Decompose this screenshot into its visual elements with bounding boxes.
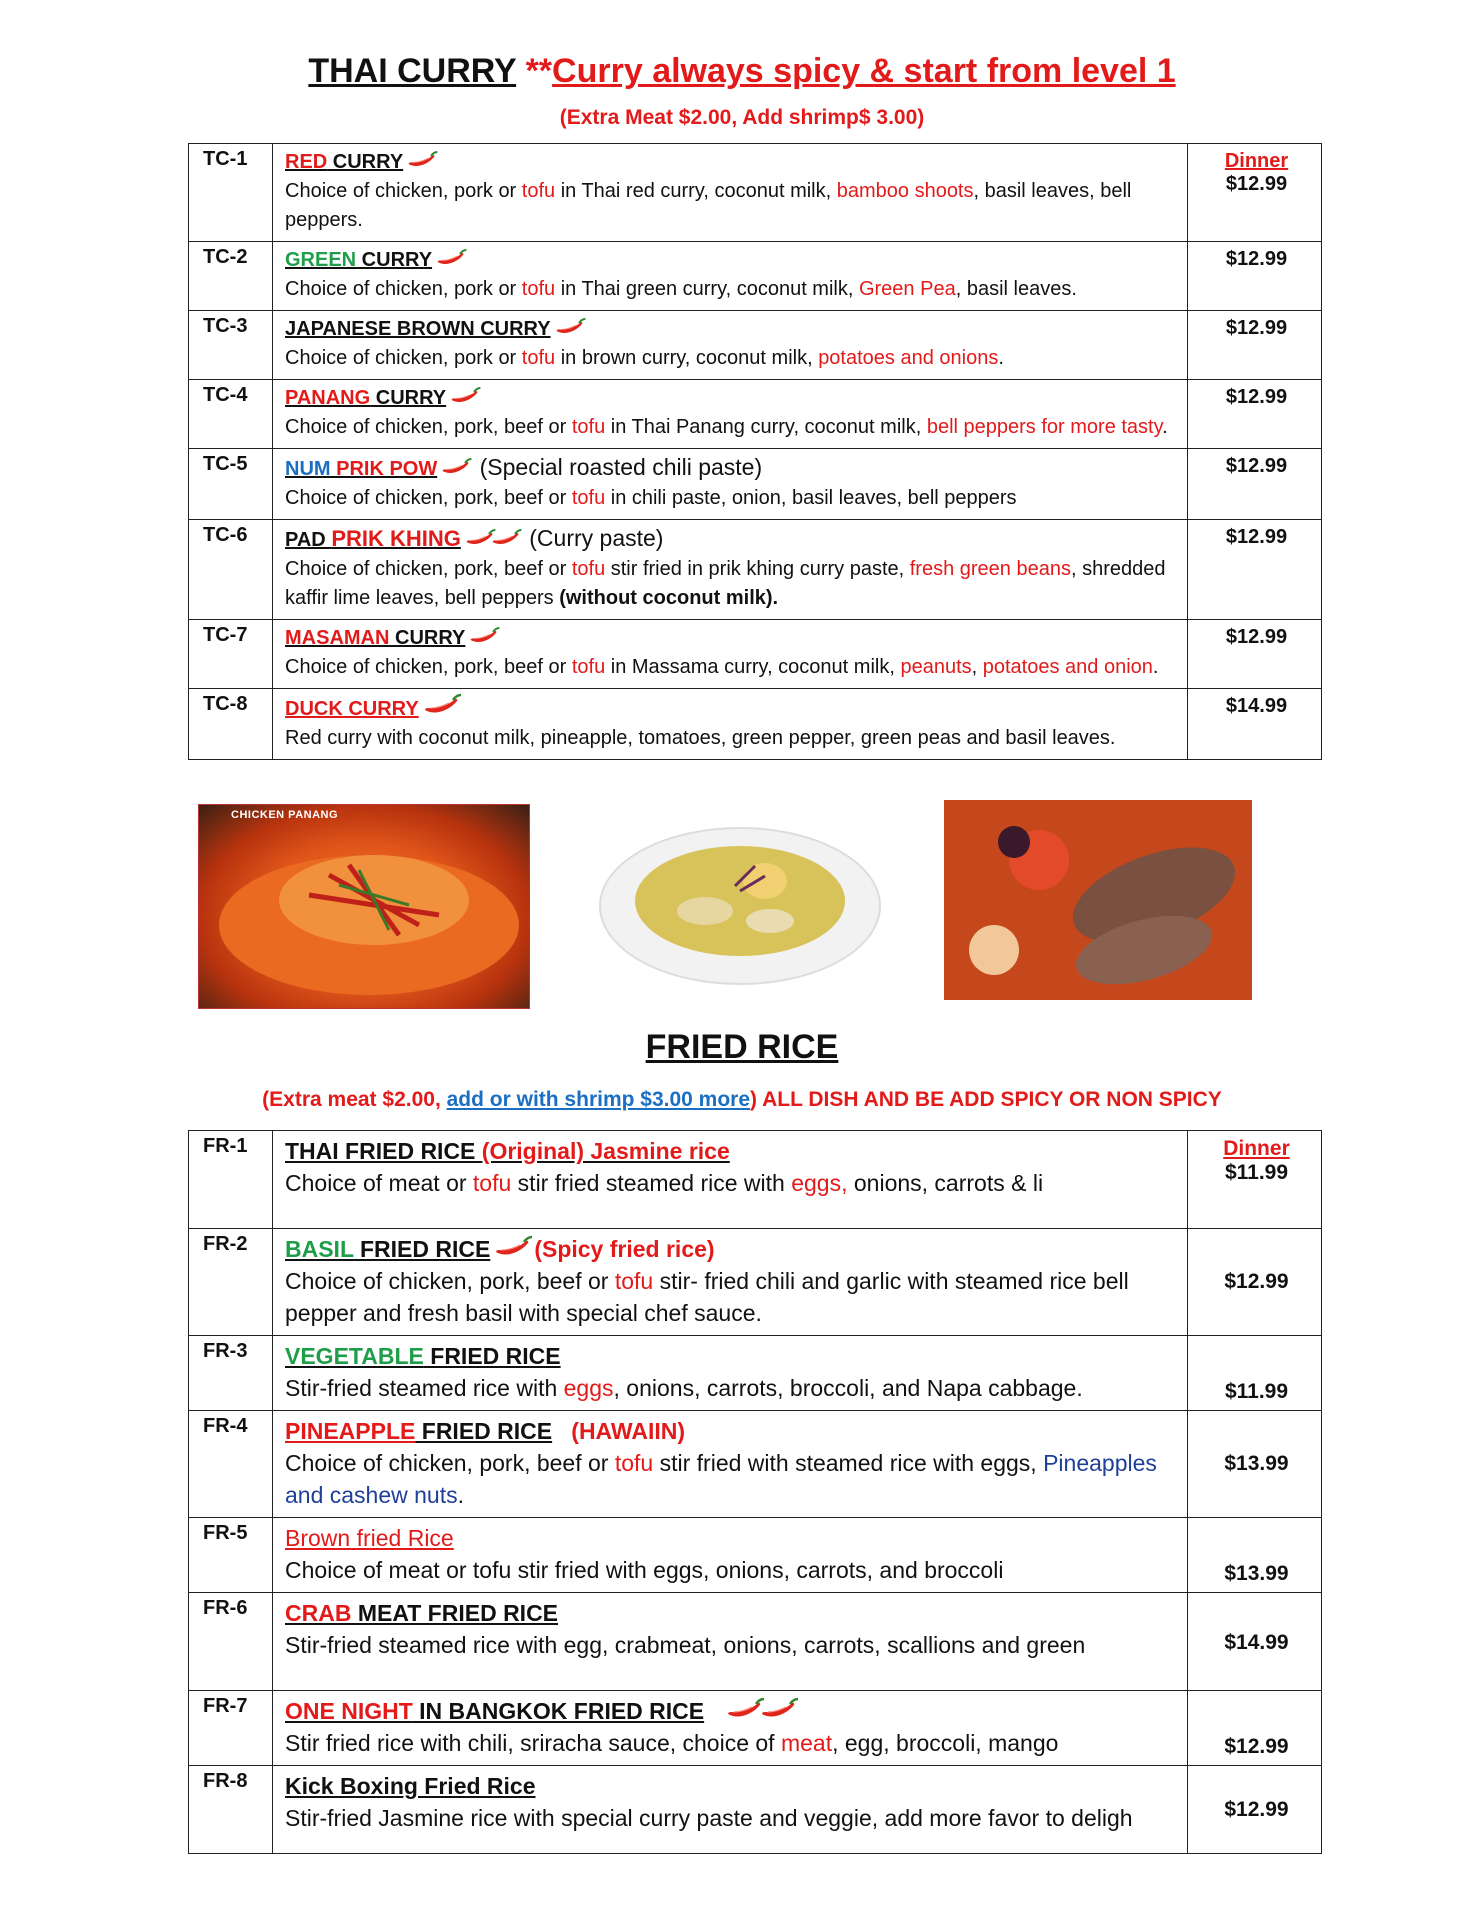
- item-name-colored: PANANG: [285, 387, 371, 409]
- item-price: $12.99: [1188, 1766, 1322, 1854]
- table-row: [189, 520, 1322, 620]
- chili-pepper-icon: [469, 626, 501, 646]
- item-name-colored: PRIK KHING: [331, 526, 461, 551]
- item-description: [273, 1131, 1188, 1229]
- desc-highlight: tofu: [472, 1170, 512, 1196]
- desc-highlight: tofu: [571, 656, 606, 678]
- table-row: [189, 380, 1322, 449]
- desc-highlight: tofu: [521, 278, 556, 300]
- item-price: $14.99: [1188, 689, 1322, 760]
- rice-section-title: FRIED RICE: [645, 1028, 839, 1066]
- item-name-colored: (Original) Jasmine rice: [481, 1138, 730, 1164]
- item-price: $14.99: [1188, 1593, 1322, 1691]
- item-price: $11.99: [1188, 1336, 1322, 1411]
- item-price: $12.99: [1188, 449, 1322, 520]
- table-row: [189, 1593, 1322, 1691]
- item-code: FR-2: [189, 1229, 273, 1336]
- item-code: FR-5: [189, 1518, 273, 1593]
- desc-highlight: tofu: [571, 487, 606, 509]
- curry-title-stars: **: [516, 52, 553, 90]
- item-description: [273, 242, 1188, 311]
- item-price: $12.99: [1188, 1229, 1322, 1336]
- table-row: [189, 311, 1322, 380]
- table-row: [189, 1131, 1322, 1229]
- chicken-panang-photo: [198, 804, 530, 1009]
- item-price: $12.99: [1188, 380, 1322, 449]
- photo-label: CHICKEN PANANG: [231, 809, 339, 821]
- desc-text: in Thai Panang curry, coconut milk,: [605, 416, 927, 438]
- green-curry-photo: [590, 806, 890, 1006]
- desc-highlight: tofu: [521, 347, 556, 369]
- item-name-colored: MASAMAN: [285, 627, 390, 649]
- desc-highlight: potatoes and onions: [818, 347, 999, 369]
- desc-text: stir- fried chili and garlic with steamed rice bell pepper and fresh basil with special chef sauce.: [285, 1268, 1129, 1326]
- item-description: [273, 1411, 1188, 1518]
- item-code: TC-3: [189, 311, 273, 380]
- rice-subtitle-part: ) ALL DISH AND BE ADD SPICY OR NON SPICY: [750, 1088, 1222, 1111]
- desc-highlight: tofu: [571, 416, 606, 438]
- desc-text: , basil leaves.: [955, 278, 1077, 300]
- table-row: [189, 449, 1322, 520]
- item-name: JAPANESE BROWN CURRY: [285, 318, 551, 340]
- item-name-note: (HAWAIIN): [552, 1418, 685, 1444]
- desc-text: Choice of chicken, pork, beef or: [285, 656, 572, 678]
- item-code: FR-8: [189, 1766, 273, 1854]
- desc-text: Stir-fried steamed rice with egg, crabmeat, onions, carrots, scallions and green: [285, 1632, 1086, 1658]
- desc-text: , egg, broccoli, mango: [832, 1730, 1059, 1756]
- desc-text: Choice of meat or: [285, 1170, 473, 1196]
- desc-text: in Massama curry, coconut milk,: [605, 656, 901, 678]
- item-code: FR-1: [189, 1131, 273, 1229]
- item-description: [273, 620, 1188, 689]
- desc-highlight: Green Pea: [858, 278, 956, 300]
- desc-text: stir fried in prik khing curry paste,: [605, 558, 910, 580]
- item-description: [273, 380, 1188, 449]
- item-price: $12.99: [1188, 620, 1322, 689]
- item-description: [273, 1766, 1188, 1854]
- rice-subtitle-part: (Extra meat $2.00,: [262, 1088, 447, 1111]
- desc-text: in Thai red curry, coconut milk,: [555, 180, 837, 202]
- item-name-note: (Curry paste): [522, 525, 664, 551]
- chili-pepper-icon: [494, 1235, 534, 1259]
- item-description: [273, 1593, 1188, 1691]
- item-description: [273, 311, 1188, 380]
- desc-text: .: [457, 1482, 465, 1508]
- desc-highlight: peanuts: [900, 656, 972, 678]
- table-row: [189, 1766, 1322, 1854]
- desc-text: Choice of chicken, pork or: [285, 347, 522, 369]
- desc-text: stir fried with steamed rice with eggs,: [653, 1450, 1044, 1476]
- chili-pepper-icon: [436, 248, 468, 268]
- table-row: [189, 242, 1322, 311]
- item-description: [273, 144, 1188, 242]
- table-row: [189, 620, 1322, 689]
- item-price: $12.99: [1188, 520, 1322, 620]
- item-name: THAI FRIED RICE: [285, 1138, 482, 1164]
- item-description: [273, 520, 1188, 620]
- item-name: PAD: [285, 529, 332, 551]
- item-name-colored: GREEN: [285, 249, 357, 271]
- item-price: $11.99: [1224, 1161, 1289, 1184]
- chili-pepper-icon: [555, 317, 587, 337]
- item-name-note: (Special roasted chili paste): [473, 454, 763, 480]
- rice-table: [188, 1130, 1322, 1854]
- desc-highlight: eggs,: [791, 1170, 848, 1196]
- item-name: FRIED RICE: [423, 1343, 561, 1369]
- item-name-colored: DUCK CURRY: [285, 698, 419, 720]
- desc-highlight: potatoes and onion: [982, 656, 1153, 678]
- curry-title-note: Curry always spicy & start from level 1: [552, 52, 1176, 90]
- item-price: $12.99: [1188, 311, 1322, 380]
- item-name-blue: NUM: [285, 458, 331, 480]
- item-price: $12.99: [1188, 1691, 1322, 1766]
- desc-text: , onions, carrots, broccoli, and Napa cabbage.: [613, 1375, 1083, 1401]
- table-row: [189, 1518, 1322, 1593]
- desc-highlight: meat: [780, 1730, 833, 1756]
- item-description: [273, 1518, 1188, 1593]
- item-price: $13.99: [1188, 1411, 1322, 1518]
- chili-pepper-icon: [423, 693, 463, 717]
- curry-section-title: [0, 52, 1484, 91]
- item-price-cell: [1188, 144, 1322, 242]
- item-price: $12.99: [1225, 173, 1288, 195]
- item-description: [273, 449, 1188, 520]
- item-name: FRIED RICE: [353, 1236, 491, 1262]
- item-name: FRIED RICE: [415, 1418, 553, 1444]
- table-row: [189, 144, 1322, 242]
- item-name-colored: RED: [285, 151, 328, 173]
- desc-highlight: tofu: [571, 558, 606, 580]
- desc-text: Choice of chicken, pork, beef or: [285, 1268, 615, 1294]
- item-code: TC-2: [189, 242, 273, 311]
- item-code: FR-6: [189, 1593, 273, 1691]
- desc-text: Choice of chicken, pork or: [285, 278, 522, 300]
- item-name: CURRY: [327, 151, 404, 173]
- item-price: $13.99: [1188, 1518, 1322, 1593]
- desc-text: stir fried steamed rice with: [511, 1170, 792, 1196]
- desc-highlight: Pineapples and cashew nuts: [285, 1450, 1157, 1508]
- desc-text: in Thai green curry, coconut milk,: [555, 278, 859, 300]
- desc-highlight: tofu: [614, 1268, 654, 1294]
- item-code: TC-1: [189, 144, 273, 242]
- item-description: [273, 1691, 1188, 1766]
- item-name-colored: CRAB: [285, 1600, 352, 1626]
- desc-text: .: [1152, 656, 1159, 678]
- desc-text: Choice of chicken, pork, beef or: [285, 416, 572, 438]
- item-name-colored: (Spicy fried rice): [534, 1236, 715, 1262]
- table-row: [189, 1229, 1322, 1336]
- chili-pepper-icon: [760, 1697, 800, 1721]
- item-name-green: BASIL: [285, 1236, 354, 1262]
- item-code: TC-7: [189, 620, 273, 689]
- item-code: FR-7: [189, 1691, 273, 1766]
- desc-text: in chili paste, onion, basil leaves, bell peppers: [605, 487, 1017, 509]
- dinner-label: Dinner: [1224, 150, 1289, 172]
- desc-text: .: [998, 347, 1004, 369]
- desc-text: ,: [971, 656, 983, 678]
- item-code: TC-5: [189, 449, 273, 520]
- item-name-colored: Brown fried Rice: [285, 1525, 454, 1551]
- desc-text: Choice of meat or tofu stir fried with eggs, onions, carrots, and broccoli: [285, 1557, 1004, 1583]
- item-description: [273, 1229, 1188, 1336]
- desc-highlight: tofu: [521, 180, 556, 202]
- desc-text: , basil leaves, bell peppers.: [285, 180, 1132, 231]
- item-name: Kick Boxing Fried Rice: [285, 1773, 536, 1799]
- desc-text: Choice of chicken, pork, beef or: [285, 558, 572, 580]
- table-row: [189, 689, 1322, 760]
- item-name: MEAT FRIED RICE: [351, 1600, 559, 1626]
- item-code: TC-6: [189, 520, 273, 620]
- desc-text: Stir fried rice with chili, sriracha sauce, choice of: [285, 1730, 781, 1756]
- desc-text: Choice of chicken, pork, beef or: [285, 1450, 615, 1476]
- item-description: [273, 1336, 1188, 1411]
- item-name: CURRY: [389, 627, 466, 649]
- desc-text: , shredded kaffir lime leaves, bell peppers: [285, 558, 1166, 609]
- item-name: CURRY: [370, 387, 447, 409]
- desc-text: .: [1162, 416, 1168, 438]
- desc-text: Choice of chicken, pork or: [285, 180, 522, 202]
- desc-highlight: bell peppers for more tasty: [926, 416, 1163, 438]
- item-name-colored: ONE NIGHT: [285, 1698, 413, 1724]
- item-name-colored: PINEAPPLE: [285, 1418, 416, 1444]
- curry-subtitle: (Extra Meat $2.00, Add shrimp$ 3.00): [559, 106, 925, 129]
- chili-pepper-icon: [450, 386, 482, 406]
- item-price-cell: [1188, 1131, 1322, 1229]
- desc-text: Red curry with coconut milk, pineapple, tomatoes, green pepper, green peas and basil leaves.: [285, 727, 1116, 749]
- item-name-colored: PRIK POW: [330, 458, 438, 480]
- desc-highlight: eggs: [563, 1375, 614, 1401]
- curry-table: [188, 143, 1322, 760]
- item-name: CURRY: [356, 249, 433, 271]
- desc-highlight: fresh green beans: [909, 558, 1071, 580]
- item-code: TC-8: [189, 689, 273, 760]
- table-row: [189, 1336, 1322, 1411]
- item-description: [273, 689, 1188, 760]
- desc-text: onions, carrots & li: [847, 1170, 1044, 1196]
- desc-text: in brown curry, coconut milk,: [555, 347, 819, 369]
- desc-highlight: bamboo shoots: [836, 180, 974, 202]
- item-name: IN BANGKOK FRIED RICE: [412, 1698, 705, 1724]
- chili-pepper-icon: [441, 457, 473, 477]
- table-row: [189, 1691, 1322, 1766]
- desc-highlight: tofu: [614, 1450, 654, 1476]
- desc-text: Choice of chicken, pork, beef or: [285, 487, 572, 509]
- item-code: TC-4: [189, 380, 273, 449]
- curry-title: THAI CURRY: [308, 52, 517, 90]
- item-code: FR-3: [189, 1336, 273, 1411]
- item-name-green: VEGETABLE: [285, 1343, 424, 1369]
- duck-curry-photo: [944, 800, 1252, 1000]
- rice-subtitle-shrimp: add or with shrimp $3.00 more: [446, 1088, 751, 1111]
- chili-pepper-icon: [491, 528, 523, 548]
- desc-text: Stir-fried Jasmine rice with special curry paste and veggie, add more favor to deligh: [285, 1805, 1133, 1831]
- item-code: FR-4: [189, 1411, 273, 1518]
- desc-text: Stir-fried steamed rice with: [285, 1375, 564, 1401]
- dinner-label: Dinner: [1223, 1137, 1290, 1160]
- chili-pepper-icon: [407, 150, 439, 170]
- desc-bold: (without coconut milk).: [559, 587, 779, 609]
- item-price: $12.99: [1188, 242, 1322, 311]
- table-row: [189, 1411, 1322, 1518]
- rice-subtitle: [0, 1088, 1484, 1112]
